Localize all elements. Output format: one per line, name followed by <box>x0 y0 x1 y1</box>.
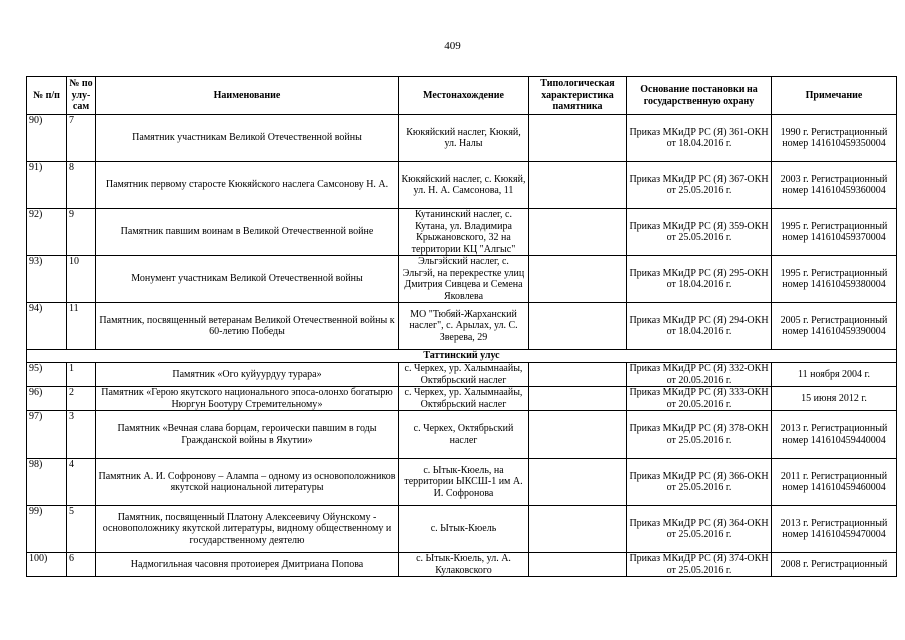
section-row <box>27 350 897 363</box>
row-name: Памятник, посвященный ветеранам Великой Отечественной войны к 60-летию Победы <box>96 303 399 350</box>
row-location: с. Черкех, Октябрьский наслег <box>399 411 529 459</box>
table-row <box>27 387 897 411</box>
row-note: 2011 г. Регистрационный номер 141610459460004 <box>772 459 897 506</box>
row-location: с. Черкех, ур. Халымнаайы, Октябрьский наслег <box>399 387 529 411</box>
table-row <box>27 256 897 303</box>
row-location: с. Ытык-Кюель, ул. А. Кулаковского <box>399 553 529 577</box>
table-row <box>27 303 897 350</box>
row-typology <box>529 553 627 577</box>
row-name: Памятник «Вечная слава борцам, героически павшим в годы Гражданской войны в Якутии» <box>96 411 399 459</box>
row-note: 11 ноября 2004 г. <box>772 363 897 387</box>
row-num: 92) <box>27 209 67 256</box>
row-typology <box>529 459 627 506</box>
col-header-note: Примечание <box>772 77 897 115</box>
row-note: 1995 г. Регистрационный номер 141610459380004 <box>772 256 897 303</box>
row-ulus-num: 2 <box>67 387 96 411</box>
row-location: Эльгэйский наслег, с. Эльгэй, на перекрестке улиц Дмитрия Сивцева и Семена Яковлева <box>399 256 529 303</box>
row-location: Кюкяйский наслег, Кюкяй, ул. Налы <box>399 115 529 162</box>
page-number: 409 <box>444 40 461 52</box>
row-note: 1995 г. Регистрационный номер 141610459370004 <box>772 209 897 256</box>
row-location: с. Ытык-Кюель, на территории ЫКСШ-1 им А. И. Софронова <box>399 459 529 506</box>
row-num: 100) <box>27 553 67 577</box>
row-location: Кутанинский наслег, с. Кутана, ул. Владимира Крыжановского, 32 на территории КЦ "Алгыс" <box>399 209 529 256</box>
col-header-typology: Типологическая характеристика памятника <box>529 77 627 115</box>
row-typology <box>529 209 627 256</box>
row-num: 90) <box>27 115 67 162</box>
row-typology <box>529 506 627 553</box>
table-row <box>27 162 897 209</box>
row-num: 96) <box>27 387 67 411</box>
table-row <box>27 115 897 162</box>
row-basis: Приказ МКиДР РС (Я) 374-ОКН от 25.05.2016 г. <box>627 553 772 577</box>
row-typology <box>529 363 627 387</box>
row-name: Надмогильная часовня протоиерея Дмитриана Попова <box>96 553 399 577</box>
row-location: МО "Тюбяй-Жарханский наслег", с. Арылах, ул. С. Зверева, 29 <box>399 303 529 350</box>
row-basis: Приказ МКиДР РС (Я) 364-ОКН от 25.05.2016 г. <box>627 506 772 553</box>
col-header-basis: Основание постановки на государственную охрану <box>627 77 772 115</box>
row-note: 1990 г. Регистрационный номер 141610459350004 <box>772 115 897 162</box>
row-location: Кюкяйский наслег, с. Кюкяй, ул. Н. А. Самсонова, 11 <box>399 162 529 209</box>
col-header-ulus-num: № по улу-сам <box>67 77 96 115</box>
row-basis: Приказ МКиДР РС (Я) 367-ОКН от 25.05.2016 г. <box>627 162 772 209</box>
col-header-name: Наименование <box>96 77 399 115</box>
row-ulus-num: 6 <box>67 553 96 577</box>
table-row <box>27 363 897 387</box>
row-basis: Приказ МКиДР РС (Я) 332-ОКН от 20.05.2016 г. <box>627 363 772 387</box>
row-typology <box>529 411 627 459</box>
row-num: 91) <box>27 162 67 209</box>
col-header-num: № п/п <box>27 77 67 115</box>
row-typology <box>529 387 627 411</box>
row-note: 2005 г. Регистрационный номер 141610459390004 <box>772 303 897 350</box>
row-num: 93) <box>27 256 67 303</box>
row-num: 99) <box>27 506 67 553</box>
table-row <box>27 553 897 577</box>
row-name: Памятник «Герою якутского национального эпоса-олонхо богатырю Нюргун Боотуру Стремительному» <box>96 387 399 411</box>
table-row <box>27 209 897 256</box>
row-ulus-num: 10 <box>67 256 96 303</box>
row-num: 98) <box>27 459 67 506</box>
row-ulus-num: 8 <box>67 162 96 209</box>
row-basis: Приказ МКиДР РС (Я) 366-ОКН от 25.05.2016 г. <box>627 459 772 506</box>
row-name: Памятник павшим воинам в Великой Отечественной войне <box>96 209 399 256</box>
table-row <box>27 506 897 553</box>
row-typology <box>529 303 627 350</box>
row-name: Памятник «Ого куйуурдуу турара» <box>96 363 399 387</box>
row-ulus-num: 1 <box>67 363 96 387</box>
col-header-location: Местонахождение <box>399 77 529 115</box>
row-ulus-num: 7 <box>67 115 96 162</box>
row-ulus-num: 5 <box>67 506 96 553</box>
row-note: 2008 г. Регистрационный <box>772 553 897 577</box>
table-row <box>27 459 897 506</box>
row-ulus-num: 9 <box>67 209 96 256</box>
row-ulus-num: 4 <box>67 459 96 506</box>
row-basis: Приказ МКиДР РС (Я) 295-ОКН от 18.04.2016 г. <box>627 256 772 303</box>
row-location: с. Черкех, ур. Халымнаайы, Октябрьский наслег <box>399 363 529 387</box>
row-note: 2003 г. Регистрационный номер 141610459360004 <box>772 162 897 209</box>
row-note: 15 июня 2012 г. <box>772 387 897 411</box>
table-row <box>27 411 897 459</box>
row-basis: Приказ МКиДР РС (Я) 333-ОКН от 20.05.2016 г. <box>627 387 772 411</box>
row-typology <box>529 115 627 162</box>
row-location: с. Ытык-Кюель <box>399 506 529 553</box>
row-basis: Приказ МКиДР РС (Я) 378-ОКН от 25.05.2016 г. <box>627 411 772 459</box>
monuments-table <box>26 76 897 577</box>
row-note: 2013 г. Регистрационный номер 141610459440004 <box>772 411 897 459</box>
row-name: Памятник участникам Великой Отечественной войны <box>96 115 399 162</box>
table-header-row <box>27 77 897 115</box>
row-note: 2013 г. Регистрационный номер 141610459470004 <box>772 506 897 553</box>
row-num: 97) <box>27 411 67 459</box>
row-basis: Приказ МКиДР РС (Я) 361-ОКН от 18.04.2016 г. <box>627 115 772 162</box>
row-typology <box>529 162 627 209</box>
row-name: Памятник, посвященный Платону Алексеевичу Ойунскому - основоположнику якутской литературы, видному общественному и государственному деятелю <box>96 506 399 553</box>
section-title: Таттинский улус <box>27 350 897 363</box>
row-num: 94) <box>27 303 67 350</box>
row-ulus-num: 11 <box>67 303 96 350</box>
row-basis: Приказ МКиДР РС (Я) 359-ОКН от 25.05.2016 г. <box>627 209 772 256</box>
row-num: 95) <box>27 363 67 387</box>
row-typology <box>529 256 627 303</box>
row-name: Монумент участникам Великой Отечественной войны <box>96 256 399 303</box>
row-basis: Приказ МКиДР РС (Я) 294-ОКН от 18.04.2016 г. <box>627 303 772 350</box>
row-name: Памятник первому старосте Кюкяйского наслега Самсонову Н. А. <box>96 162 399 209</box>
row-name: Памятник А. И. Софронову – Алампа – одному из основоположников якутской национальной литературы <box>96 459 399 506</box>
row-ulus-num: 3 <box>67 411 96 459</box>
